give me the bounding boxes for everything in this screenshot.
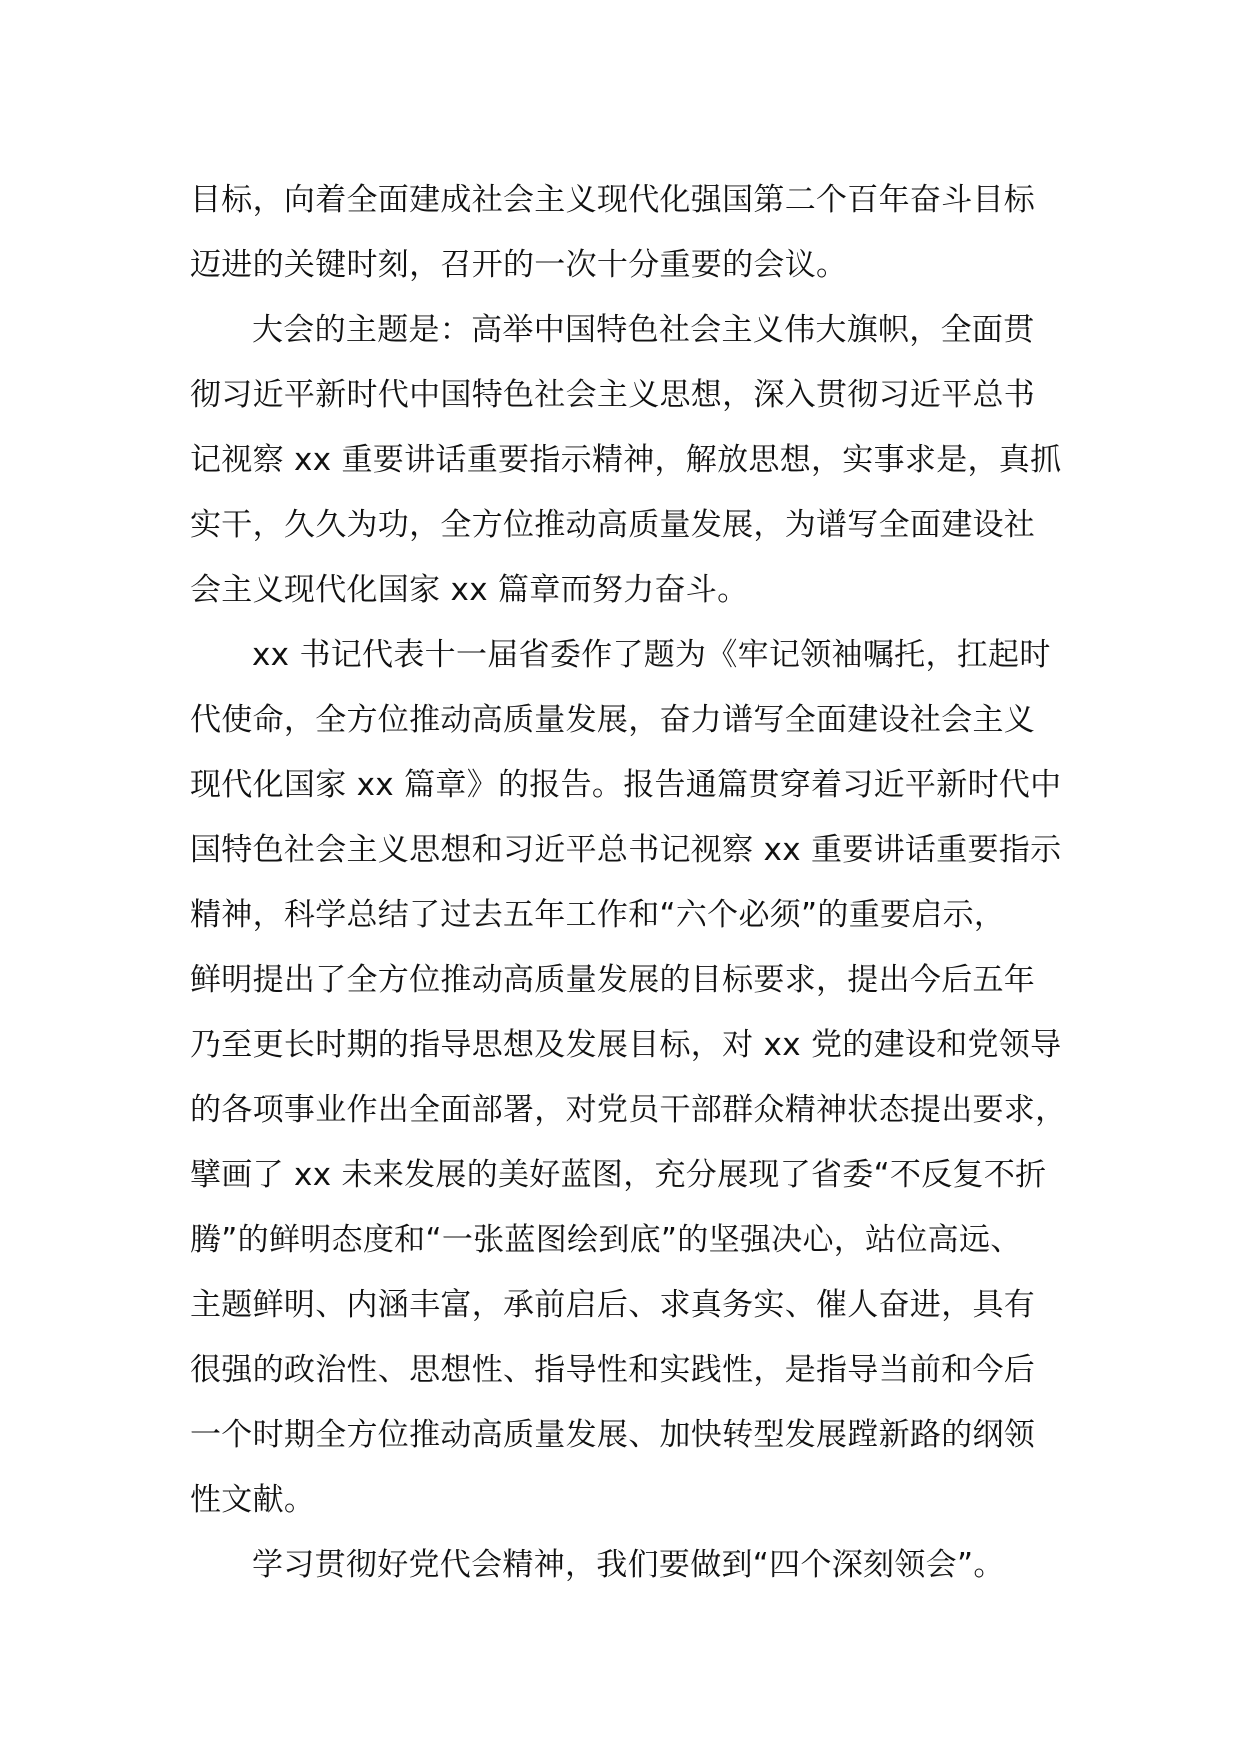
text-line: 的各项事业作出全面部署，对党员干部群众精神状态提出要求，: [190, 1092, 1067, 1128]
text-line: 擘画了 xx 未来发展的美好蓝图，充分展现了省委“不反复不折: [190, 1157, 1047, 1193]
text-line: 乃至更长时期的指导思想及发展目标，对 xx 党的建设和党领导: [190, 1027, 1062, 1063]
text-line: 代使命，全方位推动高质量发展，奋力谱写全面建设社会主义: [190, 702, 1036, 738]
text-line: 很强的政治性、思想性、指导性和实践性，是指导当前和今后: [190, 1352, 1036, 1388]
text-line: 国特色社会主义思想和习近平总书记视察 xx 重要讲话重要指示: [190, 832, 1062, 868]
text-line: 迈进的关键时刻，召开的一次十分重要的会议。: [190, 247, 848, 283]
text-line: 性文献。: [190, 1482, 316, 1518]
text-line: 一个时期全方位推动高质量发展、加快转型发展蹚新路的纲领: [190, 1417, 1036, 1453]
text-line: 实干，久久为功，全方位推动高质量发展，为谱写全面建设社: [190, 507, 1036, 543]
text-line: 腾”的鲜明态度和“一张蓝图绘到底”的坚强决心，站位高远、: [190, 1222, 1022, 1258]
text-line: 鲜明提出了全方位推动高质量发展的目标要求，提出今后五年: [190, 962, 1036, 998]
text-line: 主题鲜明、内涵丰富，承前启后、求真务实、催人奋进，具有: [190, 1287, 1036, 1323]
document-body: [190, 168, 1090, 1598]
text-line: 精神，科学总结了过去五年工作和“六个必须”的重要启示，: [190, 897, 1006, 933]
text-line: 目标，向着全面建成社会主义现代化强国第二个百年奋斗目标: [190, 182, 1036, 218]
text-line: 会主义现代化国家 xx 篇章而努力奋斗。: [190, 572, 749, 608]
paragraph-first-line: 大会的主题是：高举中国特色社会主义伟大旗帜，全面贯: [252, 312, 1035, 348]
text-line: 现代化国家 xx 篇章》的报告。报告通篇贯穿着习近平新时代中: [190, 767, 1062, 803]
paragraph-first-line: 学习贯彻好党代会精神，我们要做到“四个深刻领会”。: [252, 1547, 1005, 1583]
text-line: 记视察 xx 重要讲话重要指示精神，解放思想，实事求是，真抓: [190, 442, 1062, 478]
text-line: 彻习近平新时代中国特色社会主义思想，深入贯彻习近平总书: [190, 377, 1036, 413]
paragraph-first-line: xx 书记代表十一届省委作了题为《牢记领袖嘱托，扛起时: [252, 637, 1051, 673]
